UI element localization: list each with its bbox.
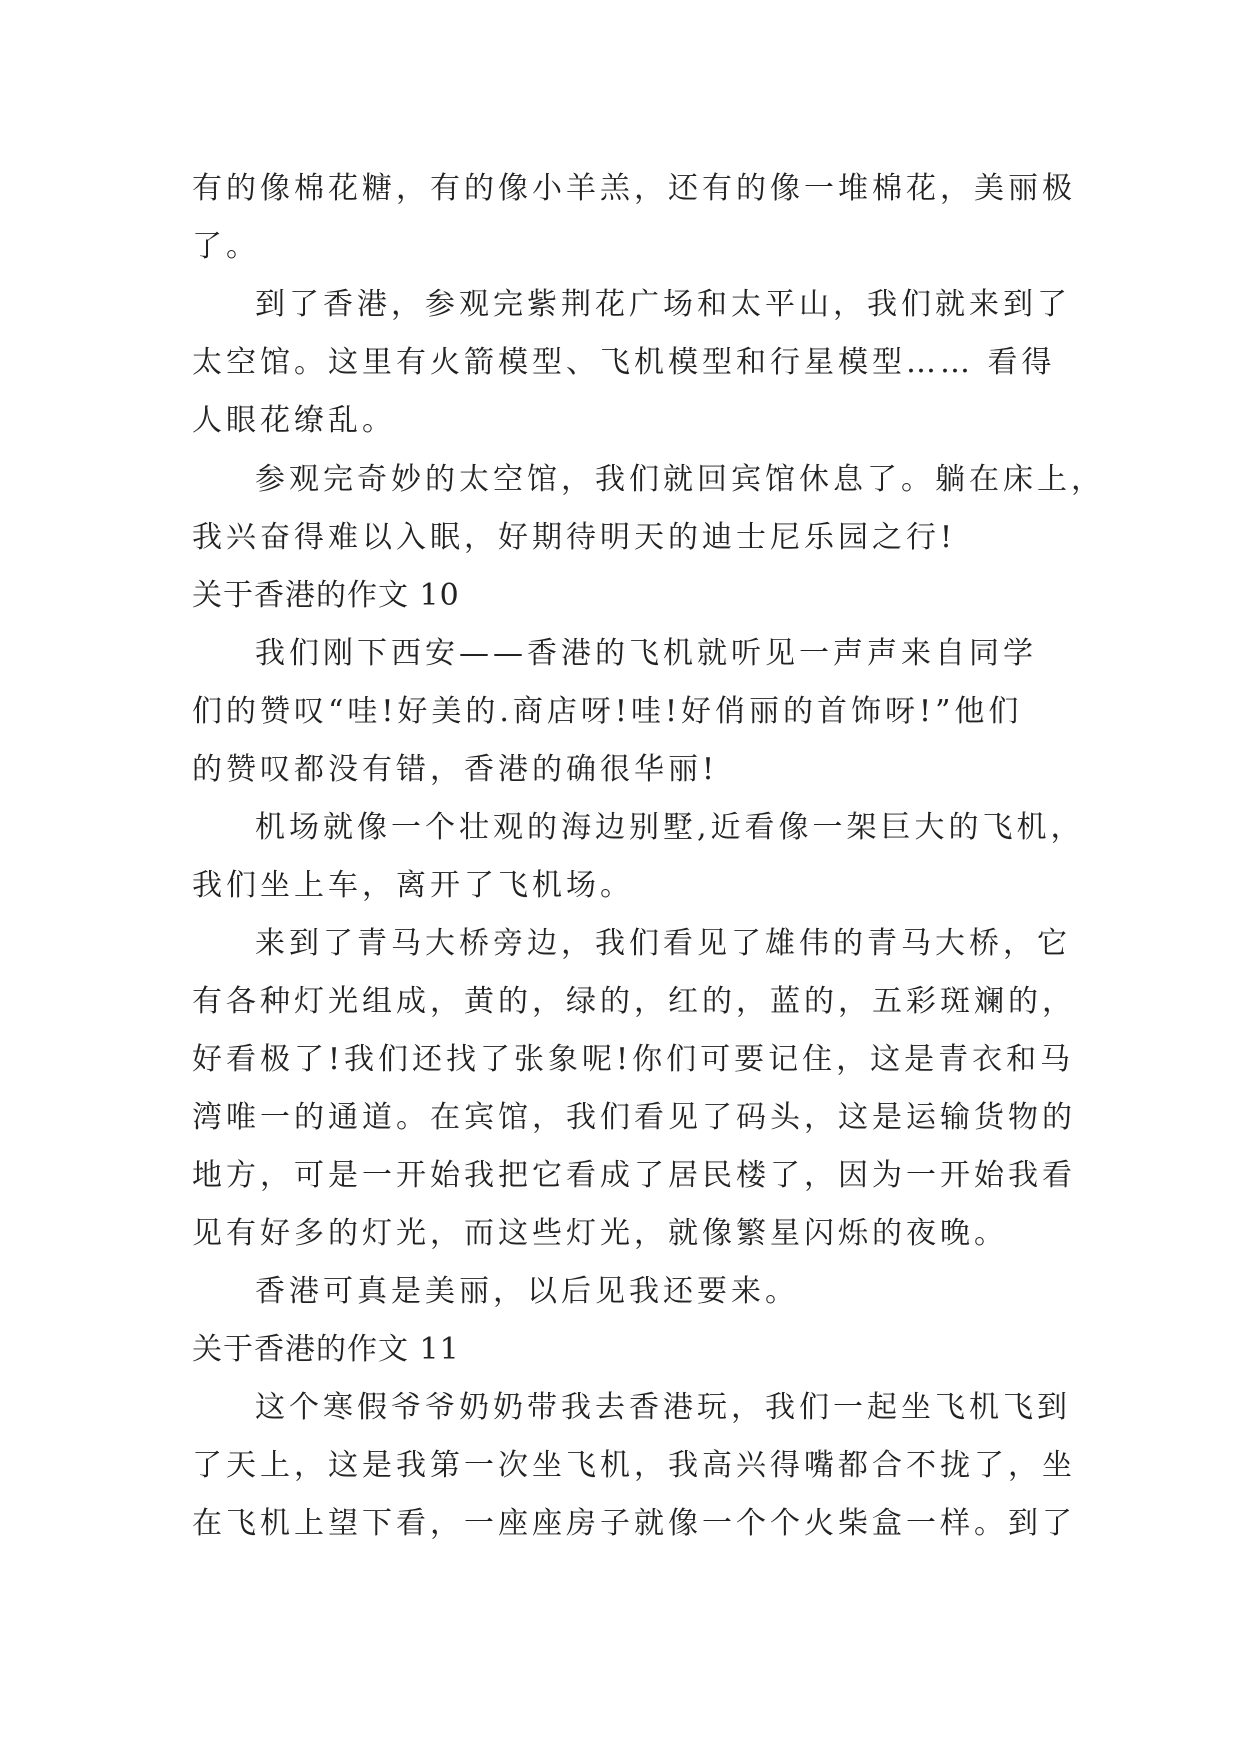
text-line: 太空馆。这里有火箭模型、飞机模型和行星模型…… 看得 xyxy=(192,345,1056,380)
text-line: 们的赞叹“哇!好美的.商店呀!哇!好俏丽的首饰呀!”他们 xyxy=(192,694,1023,729)
text-line: 我兴奋得难以入眠，好期待明天的迪士尼乐园之行! xyxy=(192,520,957,555)
paragraph-start: 香港可真是美丽，以后见我还要来。 xyxy=(255,1274,799,1309)
text-line: 地方，可是一开始我把它看成了居民楼了，因为一开始我看 xyxy=(192,1158,1076,1193)
text-line: 见有好多的灯光，而这些灯光，就像繁星闪烁的夜晚。 xyxy=(192,1216,1008,1251)
text-line: 湾唯一的通道。在宾馆，我们看见了码头，这是运输货物的 xyxy=(192,1100,1076,1135)
paragraph-start: 来到了青马大桥旁边，我们看见了雄伟的青马大桥，它 xyxy=(255,926,1071,961)
text-line: 人眼花缭乱。 xyxy=(192,403,396,438)
paragraph-start: 参观完奇妙的太空馆，我们就回宾馆休息了。躺在床上， xyxy=(255,462,1105,497)
text-line: 有的像棉花糖，有的像小羊羔，还有的像一堆棉花，美丽极 xyxy=(192,171,1076,206)
paragraph-start: 我们刚下西安——香港的飞机就听见一声声来自同学 xyxy=(255,636,1037,671)
paragraph-start: 到了香港，参观完紫荆花广场和太平山，我们就来到了 xyxy=(255,287,1071,322)
paragraph-start: 这个寒假爷爷奶奶带我去香港玩，我们一起坐飞机飞到 xyxy=(255,1390,1071,1425)
text-line: 在飞机上望下看，一座座房子就像一个个火柴盒一样。到了 xyxy=(192,1506,1076,1541)
text-line: 的赞叹都没有错，香港的确很华丽! xyxy=(192,752,719,787)
section-heading: 关于香港的作文 11 xyxy=(192,1332,460,1367)
text-line: 我们坐上车，离开了飞机场。 xyxy=(192,868,634,903)
text-line: 有各种灯光组成，黄的，绿的，红的，蓝的，五彩斑斓的， xyxy=(192,984,1076,1019)
text-line: 了天上，这是我第一次坐飞机，我高兴得嘴都合不拢了，坐 xyxy=(192,1448,1076,1483)
section-heading: 关于香港的作文 10 xyxy=(192,578,460,613)
text-line: 好看极了!我们还找了张象呢!你们可要记住，这是青衣和马 xyxy=(192,1042,1075,1077)
paragraph-start: 机场就像一个壮观的海边别墅,近看像一架巨大的飞机， xyxy=(255,810,1085,845)
text-line: 了。 xyxy=(192,229,260,264)
